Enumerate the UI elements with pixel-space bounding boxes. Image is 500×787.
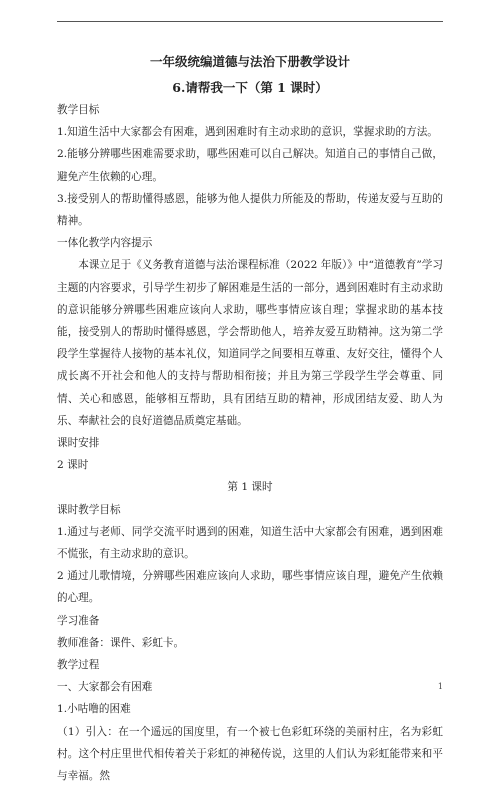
document-body <box>57 51 443 787</box>
goal-item: 1.知道生活中大家都会有困难，遇到困难时有主动求助的意识，掌握求助的方法。 <box>57 126 438 139</box>
lesson-goal-item: 2 通过儿歌情境，分辨哪些困难应该向人求助，哪些事情应该自理，避免产生依赖的心理。 <box>57 570 443 605</box>
section-heading: 一、大家都会有困难 <box>57 681 153 694</box>
page-number: 1 <box>437 682 443 691</box>
document-title: 一年级统编道德与法治下册教学设计 <box>149 54 350 69</box>
prep-text: 教师准备：课件、彩虹卡。 <box>57 636 185 649</box>
process-heading: 教学过程 <box>57 659 100 672</box>
goal-item: 3.接受别人的帮助懂得感恩，能够为他人提供力所能及的帮助，传递友爱与互助的精神。 <box>57 192 443 228</box>
subsection-heading: 1.小咕噜的困难 <box>57 703 131 716</box>
goal-item: 2.能够分辨哪些困难需要求助，哪些困难可以自己解决。知道自己的事情自己做，避免产生依赖的心理。 <box>57 148 443 183</box>
prep-heading: 学习准备 <box>57 614 100 627</box>
lesson-goals-heading: 课时教学目标 <box>57 503 121 516</box>
teaching-goals-heading: 教学目标 <box>57 104 100 116</box>
lesson-subtitle: 6.请帮我一下（第 1 课时） <box>172 80 328 95</box>
lesson-heading: 第 1 课时 <box>227 481 273 494</box>
integrated-heading: 一体化教学内容提示 <box>57 237 153 250</box>
lesson-goal-item: 1.通过与老师、同学交流平时遇到的困难，知道生活中大家都会有困难，遇到困难不慌张，有主动求助的意识。 <box>57 525 443 561</box>
schedule-heading: 课时安排 <box>57 437 100 450</box>
integrated-paragraph: 本课立足于《义务教育道德与法治课程标准（2022 年版）》中“道德教育”学习主题的内容要求，引导学生初步了解困难是生活的一部分，遇到困难时有主动求助的意识能够分辨哪些困难应该向人求助，哪些事情应该自理；掌握求助的基本技能，接受别人的帮助时懂得感恩，学会帮助他人，培养友爱互助精神。这为第二学段学生掌握待人接物的基本礼仪，知道同学之间要相互尊重、友好交往，懂得个人成长离不开社会和他人的支持与帮助相衔接；并且为第三学段学生学会尊重、同情、关心和感恩，能够相互帮助，具有团结互助的精神，形成团结友爱、助人为乐、奉献社会的良好道德品质奠定基础。 <box>57 259 443 427</box>
schedule-value: 2 课时 <box>57 459 89 472</box>
intro-paragraph: （1）引入：在一个遥远的国度里，有一个被七色彩虹环绕的美丽村庄，名为彩虹村。这个村庄里世代相传着关于彩虹的神秘传说，这里的人们认为彩虹能带来和平与幸福。然 <box>57 725 443 783</box>
header-rule <box>57 21 443 22</box>
